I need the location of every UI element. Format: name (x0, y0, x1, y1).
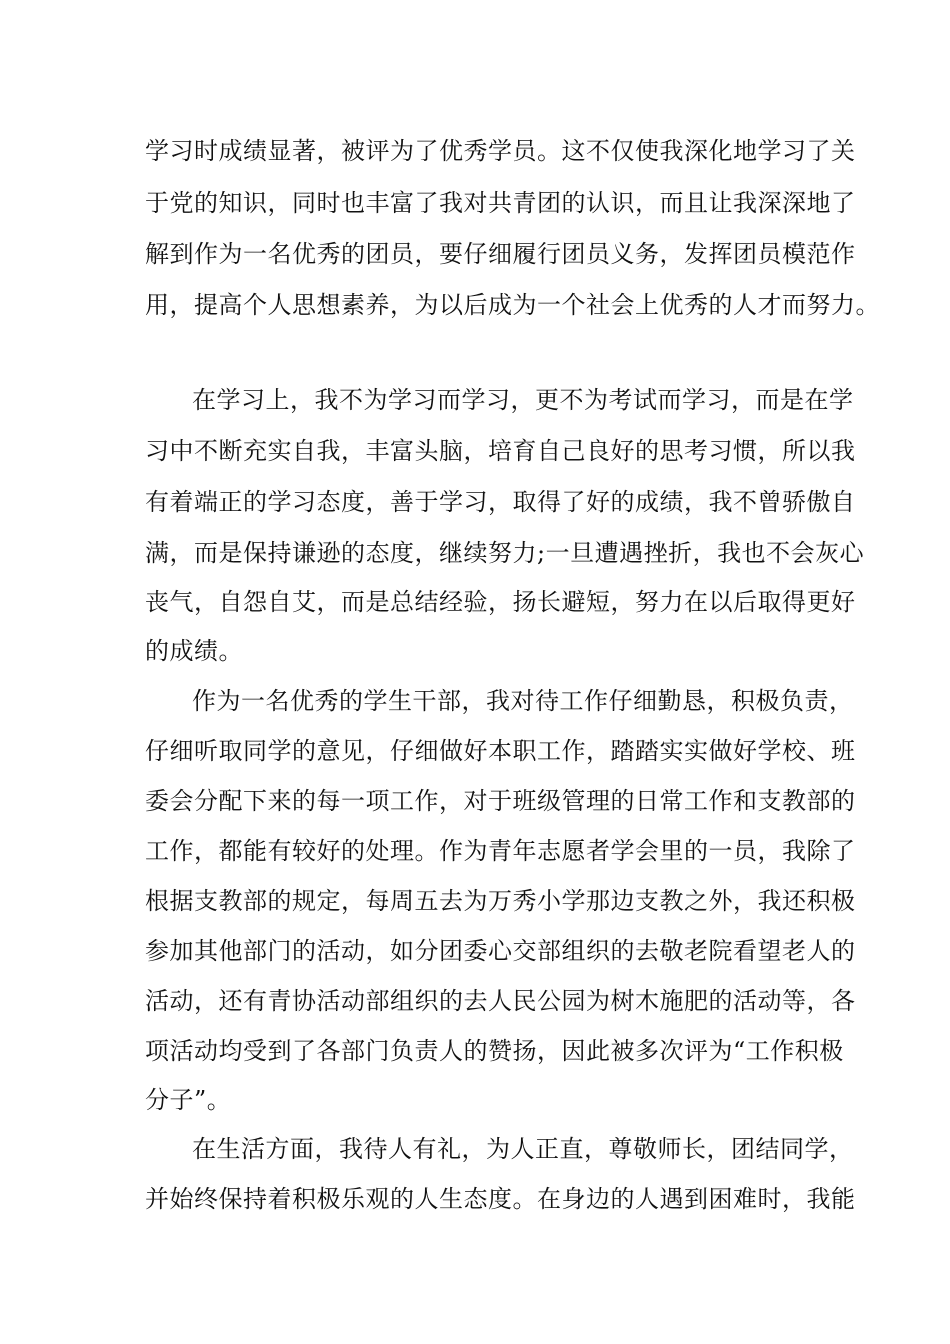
paragraph-2-line-4: 满，而是保持谦逊的态度，继续努力;一旦遭遇挫折，我也不会灰心 (145, 539, 865, 567)
paragraph-3-line-1: 作为一名优秀的学生干部，我对待工作仔细勤恳，积极负责， (192, 687, 854, 715)
paragraph-3-line-5: 根据支教部的规定，每周五去为万秀小学那边支教之外，我还积极 (145, 887, 856, 915)
paragraph-3-line-4: 工作，都能有较好的处理。作为青年志愿者学会里的一员，我除了 (145, 837, 856, 865)
paragraph-4-line-1: 在生活方面，我待人有礼，为人正直，尊敬师长，团结同学， (192, 1135, 854, 1163)
paragraph-3-line-7: 活动，还有青协活动部组织的去人民公园为树木施肥的活动等，各 (145, 987, 856, 1015)
paragraph-1-line-4: 用，提高个人思想素养，为以后成为一个社会上优秀的人才而努力。 (145, 291, 880, 319)
paragraph-4-line-2: 并始终保持着积极乐观的人生态度。在身边的人遇到困难时，我能 (145, 1185, 856, 1213)
paragraph-3-line-3: 委会分配下来的每一项工作，对于班级管理的日常工作和支教部的 (145, 787, 856, 815)
paragraph-1-line-1: 学习时成绩显著，被评为了优秀学员。这不仅使我深化地学习了关 (145, 137, 856, 165)
paragraph-3-line-2: 仔细听取同学的意见，仔细做好本职工作，踏踏实实做好学校、班 (145, 737, 856, 765)
paragraph-3-line-8: 项活动均受到了各部门负责人的赞扬，因此被多次评为“工作积极 (145, 1037, 844, 1065)
paragraph-2-line-3: 有着端正的学习态度，善于学习，取得了好的成绩，我不曾骄傲自 (145, 488, 856, 516)
paragraph-3-line-9: 分子”。 (145, 1086, 232, 1114)
paragraph-2-line-6: 的成绩。 (145, 637, 243, 665)
paragraph-1-line-3: 解到作为一名优秀的团员，要仔细履行团员义务，发挥团员模范作 (145, 240, 856, 268)
paragraph-1-line-2: 于党的知识，同时也丰富了我对共青团的认识，而且让我深深地了 (145, 189, 856, 217)
paragraph-2-line-5: 丧气，自怨自艾，而是总结经验，扬长避短，努力在以后取得更好 (145, 588, 856, 616)
paragraph-2-line-1: 在学习上，我不为学习而学习，更不为考试而学习，而是在学 (192, 386, 854, 414)
paragraph-2-line-2: 习中不断充实自我，丰富头脑，培育自己良好的思考习惯，所以我 (145, 437, 856, 465)
paragraph-3-line-6: 参加其他部门的活动，如分团委心交部组织的去敬老院看望老人的 (145, 937, 856, 965)
